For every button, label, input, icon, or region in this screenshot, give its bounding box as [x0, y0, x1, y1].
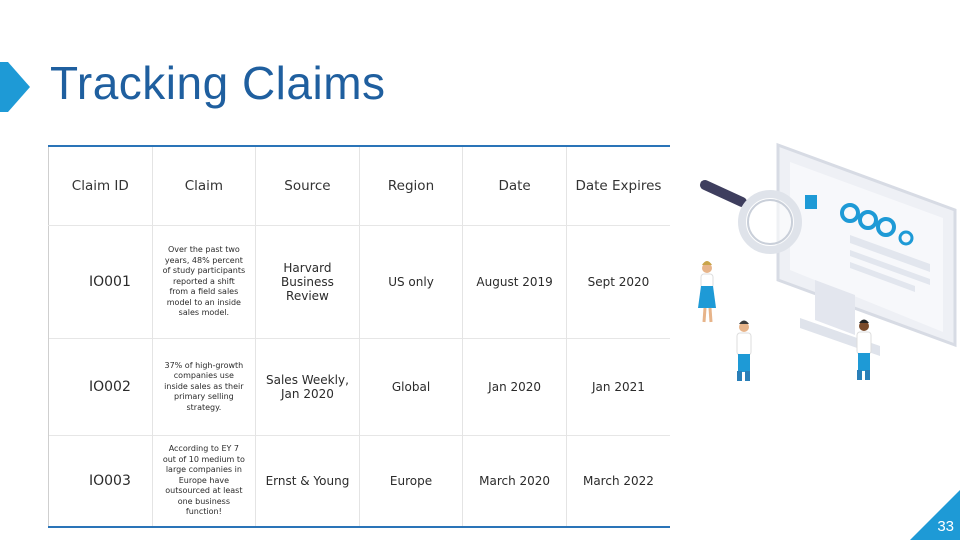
- region-cell: US only: [359, 226, 463, 339]
- header-date-expires: Date Expires: [566, 146, 670, 226]
- date-expires-cell: March 2022: [566, 436, 670, 528]
- slide-title: Tracking Claims: [50, 57, 386, 109]
- date-cell: Jan 2020: [463, 339, 567, 436]
- table-row: [49, 226, 671, 339]
- date-expires-cell: Sept 2020: [566, 226, 670, 339]
- claim-id-cell: IO001: [49, 226, 153, 339]
- person-woman-icon: [698, 261, 716, 322]
- source-cell: Harvard Business Review: [256, 226, 360, 339]
- claim-text-cell: Over the past two years, 48% percent of study participants reported a shift from a field sales model to an inside sales model.: [152, 226, 256, 339]
- table-row: [49, 436, 671, 528]
- person-man-icon: [857, 320, 871, 381]
- table-header-row: [49, 146, 671, 226]
- source-cell: Ernst & Young: [256, 436, 360, 528]
- header-claim: Claim: [152, 146, 256, 226]
- monitor-magnifier-people-illustration: [680, 140, 960, 400]
- table-row: [49, 339, 671, 436]
- source-cell: Sales Weekly, Jan 2020: [256, 339, 360, 436]
- date-expires-cell: Jan 2021: [566, 339, 670, 436]
- region-cell: Global: [359, 339, 463, 436]
- date-cell: August 2019: [463, 226, 567, 339]
- header-region: Region: [359, 146, 463, 226]
- claim-id-cell: IO002: [49, 339, 153, 436]
- header-source: Source: [256, 146, 360, 226]
- header-date: Date: [463, 146, 567, 226]
- claims-table: [48, 145, 670, 528]
- region-cell: Europe: [359, 436, 463, 528]
- claim-id-cell: IO003: [49, 436, 153, 528]
- page-number: 33: [937, 518, 954, 535]
- claim-text-cell: 37% of high-growth companies use inside sales as their primary selling strategy.: [152, 339, 256, 436]
- person-man-icon: [737, 321, 751, 382]
- chevron-arrow-icon: [0, 62, 30, 112]
- header-claim-id: Claim ID: [49, 146, 153, 226]
- magnifier-icon: [705, 185, 798, 250]
- claim-text-cell: According to EY 7 out of 10 medium to large companies in Europe have outsourced at least one business function!: [152, 436, 256, 528]
- date-cell: March 2020: [463, 436, 567, 528]
